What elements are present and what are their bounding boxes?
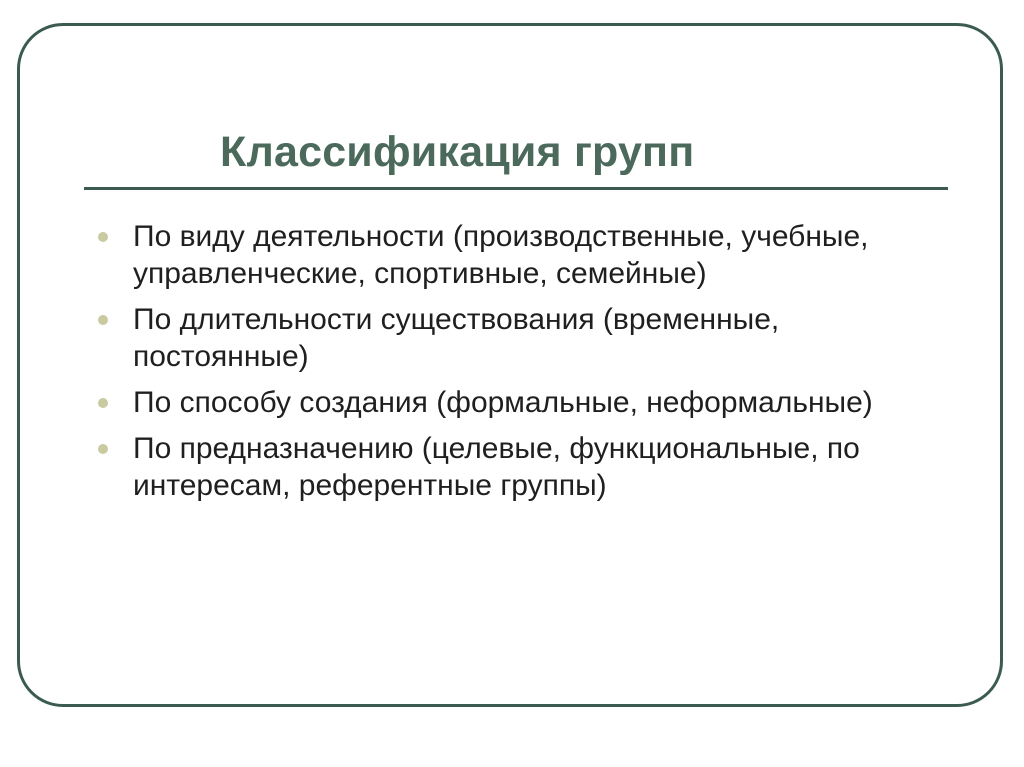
bullet-text: По длительности существования (временные, постоянные) <box>133 303 780 373</box>
bullet-dot-icon <box>98 232 108 242</box>
bullet-dot-icon <box>98 315 108 325</box>
bullet-text: По предназначению (целевые, функциональные, по интересам, референтные группы) <box>133 432 860 502</box>
bullet-item-duration <box>92 301 932 375</box>
bullet-item-activity <box>92 218 932 292</box>
title-underline <box>84 187 948 190</box>
bullet-item-creation <box>92 384 932 421</box>
bullet-item-purpose <box>92 430 932 504</box>
slide-title: Классификация групп <box>220 128 695 176</box>
bullet-text: По способу создания (формальные, неформальные) <box>133 386 873 419</box>
bullet-dot-icon <box>98 444 108 454</box>
bullet-list <box>92 218 932 513</box>
bullet-dot-icon <box>98 398 108 408</box>
bullet-text: По виду деятельности (производственные, учебные, управленческие, спортивные, семейные) <box>133 220 869 290</box>
